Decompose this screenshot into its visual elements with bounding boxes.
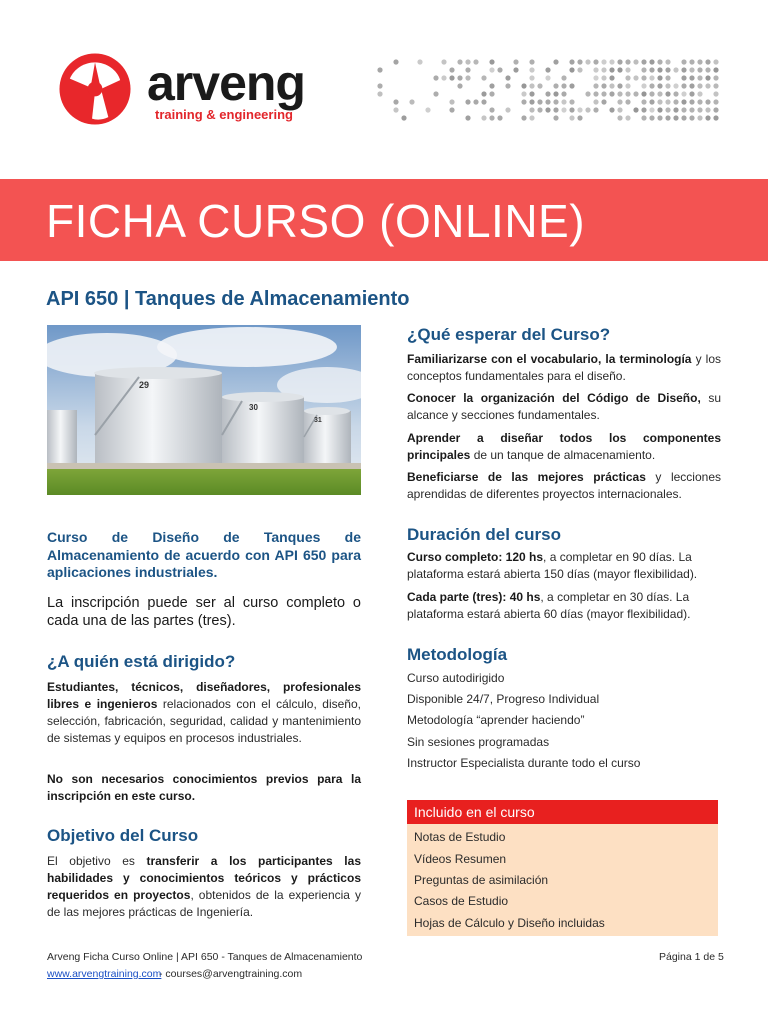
- expectation-item: [407, 430, 721, 464]
- included-item: Vídeos Resumen: [414, 852, 507, 866]
- expectation-rest: y lecciones aprendidas de diferentes proyectos internacionales.: [407, 470, 721, 501]
- expectation-bold: Conocer la organización del Código de Diseño,: [407, 391, 701, 405]
- enrollment-note: La inscripción puede ser al curso completo o cada una de las partes (tres).: [47, 595, 361, 629]
- arveng-logo-icon: [58, 52, 132, 126]
- expectation-rest: de un tanque de almacenamiento.: [470, 448, 656, 462]
- audience-bold: Estudiantes, técnicos, diseñadores, profesionales libres e ingenieros: [47, 680, 361, 711]
- storage-tanks-photo: [47, 325, 361, 495]
- duration-full: [407, 549, 721, 583]
- duration-full-rest: , a completar en 90 días. La plataforma estará abierta 150 días (mayor flexibilidad).: [407, 550, 698, 581]
- objective-paragraph: [47, 853, 361, 921]
- included-item: Notas de Estudio: [414, 830, 506, 844]
- audience-paragraph: [47, 679, 361, 747]
- objective-bold: transferir a los participantes las habilidades y conocimientos teóricos y prácticos requeridos en proyectos: [47, 854, 361, 902]
- prerequisites-text: No son necesarios conocimientos previos para la inscripción en este curso.: [47, 772, 361, 803]
- expectation-item: [407, 351, 721, 385]
- expectation-item: [407, 390, 721, 424]
- footer-document-title: Arveng Ficha Curso Online | API 650 - Tanques de Almacenamiento: [47, 951, 363, 963]
- included-item: Casos de Estudio: [414, 894, 509, 908]
- brand-tagline: training & engineering: [155, 107, 293, 122]
- footer-page-number: Página 1 de 5: [659, 951, 724, 963]
- methodology-item: Sin sesiones programadas: [407, 735, 550, 749]
- tank-number-30: 30: [249, 403, 258, 412]
- expectation-item: [407, 469, 721, 503]
- methodology-item: Instructor Especialista durante todo el curso: [407, 756, 641, 770]
- duration-part-bold: Cada parte (tres): 40 hs: [407, 590, 541, 604]
- methodology-item: Metodología “aprender haciendo”: [407, 713, 585, 727]
- audience-rest: relacionados con el cálculo, diseño, selección, fabricación, seguridad, calidad y mantenimiento de sistemas y equipos en procesos industriales.: [47, 697, 361, 745]
- duration-part: [407, 589, 721, 623]
- included-title: Incluido en el curso: [414, 804, 535, 820]
- expectation-bold: Familiarizarse con el vocabulario, la terminología: [407, 352, 692, 366]
- decorative-dot-pattern: [376, 58, 720, 124]
- expectation-rest: y los conceptos fundamentales para el diseño.: [407, 352, 721, 383]
- expectation-bold: Beneficiarse de las mejores prácticas: [407, 470, 646, 484]
- banner-title: FICHA CURSO (ONLINE): [46, 195, 586, 247]
- objective-pre: El objetivo es: [47, 854, 147, 868]
- included-item: Preguntas de asimilación: [414, 873, 549, 887]
- duration-part-rest: , a completar en 30 días. La plataforma estará abierta 60 días (mayor flexibilidad).: [407, 590, 691, 621]
- expectation-bold: Aprender a diseñar todos los componentes principales: [407, 431, 721, 462]
- footer-email: - courses@arvengtraining.com: [159, 968, 303, 980]
- heading-duration: Duración del curso: [407, 525, 561, 544]
- footer-website-link[interactable]: www.arvengtraining.com: [47, 968, 162, 980]
- heading-expectations: ¿Qué esperar del Curso?: [407, 325, 611, 344]
- brand-name: arveng: [147, 55, 305, 111]
- objective-post: , obtenidos de la experiencia y de las mejores prácticas de Ingeniería.: [47, 888, 362, 919]
- course-intro: Curso de Diseño de Tanques de Almacenamiento de acuerdo con API 650 para aplicaciones industriales.: [47, 529, 361, 580]
- course-title: API 650 | Tanques de Almacenamiento: [46, 288, 410, 310]
- tank-number-31: 31: [314, 417, 322, 424]
- heading-methodology: Metodología: [407, 645, 508, 664]
- heading-audience: ¿A quién está dirigido?: [47, 652, 236, 671]
- expectation-rest: su alcance y secciones fundamentales.: [407, 391, 722, 422]
- duration-full-bold: Curso completo: 120 hs: [407, 550, 544, 564]
- heading-objective: Objetivo del Curso: [47, 826, 199, 845]
- included-item: Hojas de Cálculo y Diseño incluidas: [414, 916, 605, 930]
- methodology-item: Curso autodirigido: [407, 671, 505, 685]
- tank-number-29: 29: [139, 380, 150, 390]
- methodology-item: Disponible 24/7, Progreso Individual: [407, 692, 600, 706]
- prerequisites-paragraph: [47, 771, 361, 805]
